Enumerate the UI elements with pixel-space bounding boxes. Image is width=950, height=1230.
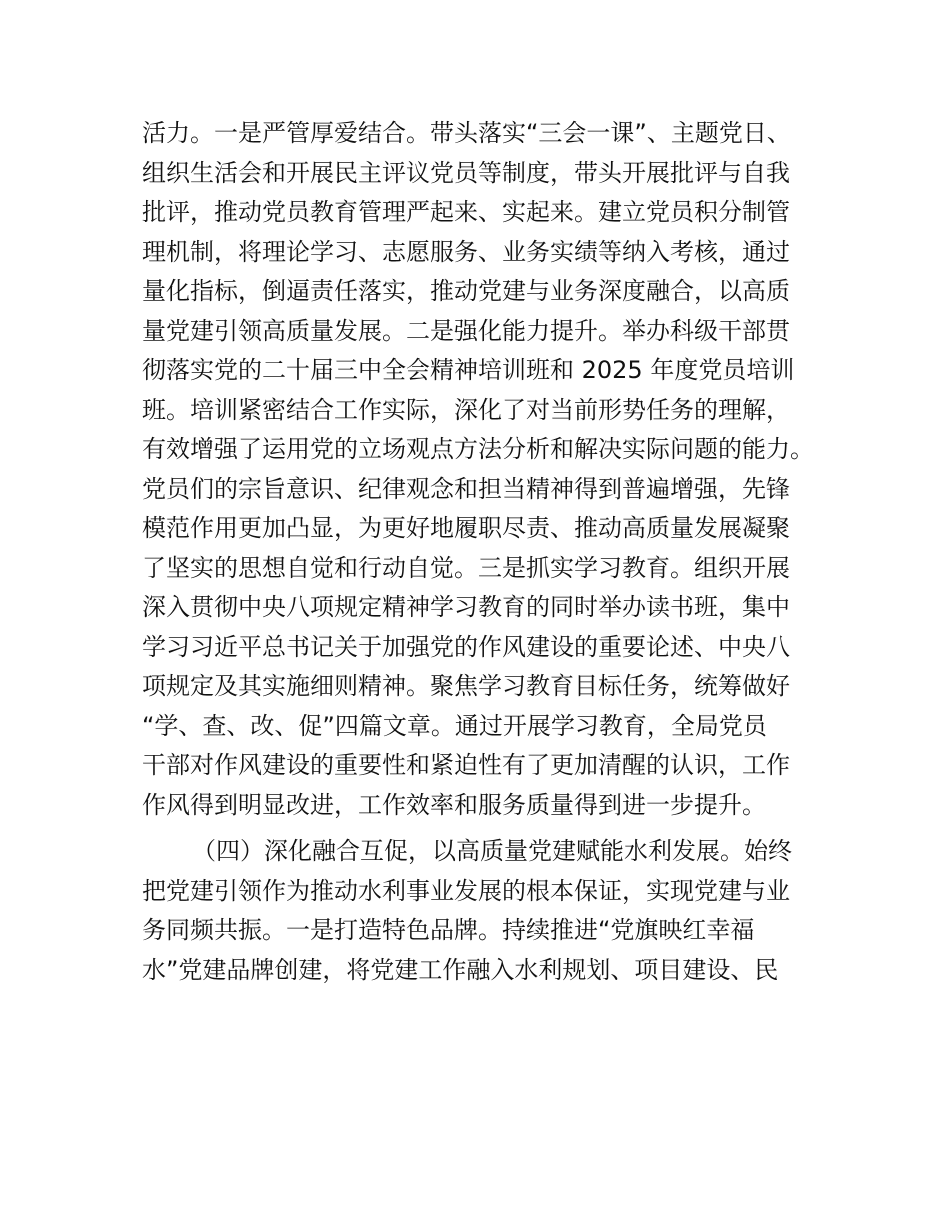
text-line: 量党建引领高质量发展。二是强化能力提升。举办科级干部贯 xyxy=(142,316,790,345)
text-line: 活力。一是严管厚爱结合。带头落实“三会一课”、主题党日、 xyxy=(142,119,791,147)
text-line: 水”党建品牌创建，将党建工作融入水利规划、项目建设、民 xyxy=(142,955,779,984)
text-line: 模范作用更加凸显，为更好地履职尽责、推动高质量发展凝聚 xyxy=(142,514,790,542)
text-line: 彻落实党的二十届三中全会精神培训班和 2025 年度党员培训 xyxy=(142,356,795,384)
text-line: 干部对作风建设的重要性和紧迫性有了更加清醒的认识，工作 xyxy=(142,751,790,779)
text-line: 深入贯彻中央八项规定精神学习教育的同时举办读书班，集中 xyxy=(142,593,790,621)
text-line: 作风得到明显改进，工作效率和服务质量得到进一步提升。 xyxy=(142,790,766,819)
text-line: 把党建引领作为推动水利事业发展的根本保证，实现党建与业 xyxy=(142,876,790,905)
text-line: 批评，推动党员教育管理严起来、实起来。建立党员积分制管 xyxy=(142,198,790,226)
text-line: 项规定及其实施细则精神。聚焦学习教育目标任务，统筹做好 xyxy=(142,672,790,700)
text-line: 理机制，将理论学习、志愿服务、业务实绩等纳入考核，通过 xyxy=(142,237,790,266)
text-line: 组织生活会和开展民主评议党员等制度，带头开展批评与自我 xyxy=(142,158,790,187)
text-line: 务同频共振。一是打造特色品牌。持续推进“党旗映红幸福 xyxy=(142,916,755,944)
text-line: 学习习近平总书记关于加强党的作风建设的重要论述、中央八 xyxy=(142,632,790,661)
text-line: 班。培训紧密结合工作实际，深化了对当前形势任务的理解， xyxy=(142,395,790,424)
text-line: 有效增强了运用党的立场观点方法分析和解决实际问题的能力。 xyxy=(142,435,814,463)
text-line-indented: （四）深化融合互促，以高质量党建赋能水利发展。始终 xyxy=(192,837,792,865)
paragraph-2 xyxy=(142,832,814,990)
paragraph-spacer xyxy=(142,825,814,832)
text-line: “学、查、改、促”四篇文章。通过开展学习教育，全局党员 xyxy=(142,711,767,740)
text-line: 量化指标，倒逼责任落实，推动党建与业务深度融合，以高质 xyxy=(142,277,790,305)
text-line: 党员们的宗旨意识、纪律观念和担当精神得到普遍增强，先锋 xyxy=(142,474,790,503)
text-line: 了坚实的思想自觉和行动自觉。三是抓实学习教育。组织开展 xyxy=(142,553,790,582)
paragraph-1 xyxy=(142,114,814,825)
document-body xyxy=(142,114,814,990)
